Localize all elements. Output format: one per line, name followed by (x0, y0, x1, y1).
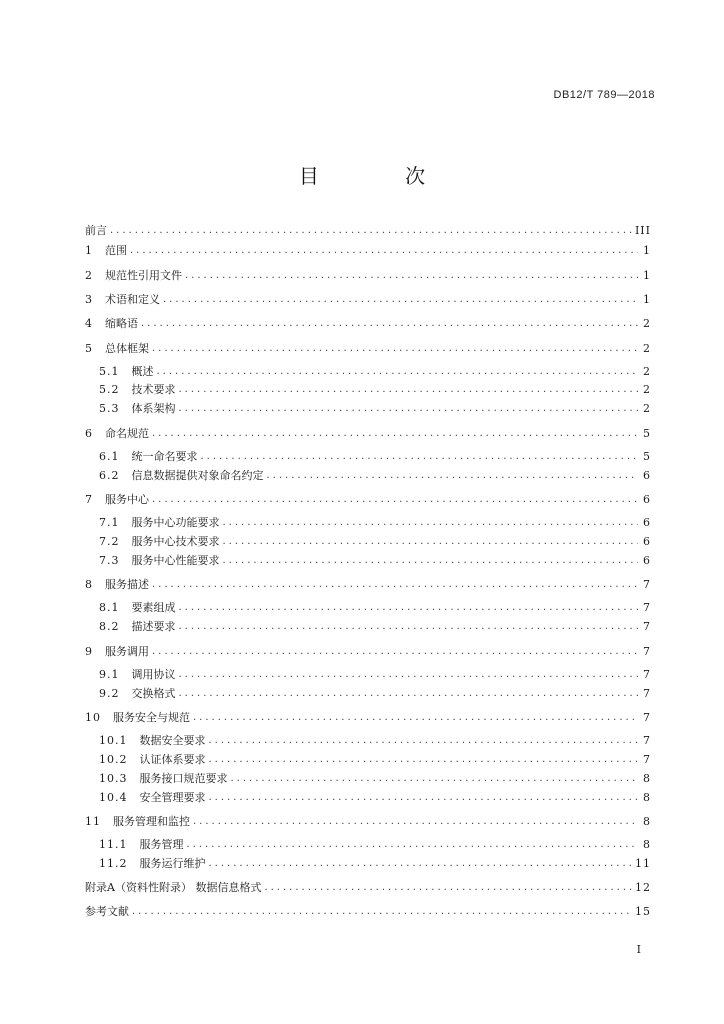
toc-entry-label (99, 838, 184, 852)
toc-entry-label (99, 734, 206, 748)
dot-leader (132, 905, 632, 919)
toc-entry-number: 7.3 (99, 554, 120, 567)
toc-entry-title: 信息数据提供对象命名约定 (131, 469, 264, 482)
toc-entry[interactable] (85, 813, 651, 829)
toc-entry-title: 描述要求 (131, 620, 176, 633)
toc-entry-title: 交换格式 (131, 687, 176, 700)
toc-entry-number: 5.2 (99, 383, 120, 396)
toc-entry-page: 6 (643, 554, 651, 567)
toc-entry-label (85, 881, 261, 895)
toc-entry-title: 规范性引用文件 (105, 269, 182, 282)
toc-entry-title: 认证体系要求 (139, 753, 206, 766)
dot-leader (152, 427, 638, 441)
toc-entry-title: 服务运行维护 (139, 857, 206, 870)
toc-entry-label (99, 554, 220, 568)
toc-entry-label (85, 269, 182, 283)
toc-entry-number: 9 (85, 645, 93, 658)
toc-entry[interactable] (99, 789, 651, 805)
toc-entry-title: 概述 (131, 365, 154, 378)
toc-entry[interactable] (85, 709, 651, 725)
toc-entry-label (85, 224, 107, 238)
toc-entry-page: 6 (643, 493, 651, 506)
toc-entry-page: 2 (643, 383, 651, 396)
toc-entry-label (99, 857, 206, 871)
toc-entry[interactable] (85, 267, 651, 283)
toc-entry-number: 4 (85, 317, 93, 330)
dot-leader (179, 402, 639, 416)
toc-entry-title: 服务描述 (105, 578, 149, 591)
toc-entry-label (99, 516, 220, 530)
toc-entry-label (85, 342, 149, 356)
toc-entry-title: 范围 (105, 244, 127, 257)
toc-entry-page: 1 (643, 293, 651, 306)
dot-leader (231, 772, 639, 786)
dot-leader (223, 516, 639, 530)
dot-leader (209, 857, 633, 871)
toc-entry-title: 统一命名要求 (131, 450, 198, 463)
toc-entry-number: 7.1 (99, 516, 120, 529)
toc-entry-page: 7 (643, 620, 651, 633)
toc-entry-page: 8 (643, 772, 651, 785)
toc-entry-title: 服务管理 (139, 838, 184, 851)
toc-entry-number: 10 (85, 711, 101, 724)
dot-leader (179, 620, 639, 634)
toc-entry-number: 6.2 (99, 469, 120, 482)
dot-leader (110, 224, 632, 238)
toc-entry[interactable] (99, 552, 651, 568)
toc-entry-number: 6 (85, 427, 93, 440)
toc-entry-page: 1 (643, 269, 651, 282)
toc-entry[interactable] (85, 291, 651, 307)
toc-entry-label (99, 450, 198, 464)
toc-entry-label (85, 427, 149, 441)
toc-entry-title: 调用协议 (131, 668, 176, 681)
toc-entry[interactable] (99, 618, 651, 634)
dot-leader (223, 554, 639, 568)
toc-entry-number: 2 (85, 269, 93, 282)
toc-entry-number: 8.2 (99, 620, 120, 633)
toc-entry-title: 服务接口规范要求 (139, 772, 228, 785)
toc-entry[interactable] (99, 732, 651, 748)
toc-entry[interactable] (99, 381, 651, 397)
toc-entry-title: 服务中心 (105, 493, 149, 506)
dot-leader (209, 753, 639, 767)
toc-entry-page: 7 (643, 645, 651, 658)
toc-entry-title: 缩略语 (105, 317, 138, 330)
toc-entry-label (85, 815, 190, 829)
toc-entry-number: 3 (85, 293, 93, 306)
toc-entry[interactable] (85, 643, 651, 659)
toc-entry[interactable] (99, 363, 651, 379)
toc-entry-page: 8 (643, 838, 651, 851)
toc-entry-number: 11.1 (99, 838, 128, 851)
toc-entry-number: 10.2 (99, 753, 128, 766)
toc-entry-number: 10.1 (99, 734, 128, 747)
toc-entry-title: 术语和定义 (105, 293, 160, 306)
toc-entry[interactable] (85, 425, 651, 441)
toc-entry-label (99, 601, 176, 615)
toc-entry-title: 技术要求 (131, 383, 176, 396)
toc-entry[interactable] (99, 514, 651, 530)
dot-leader (223, 535, 639, 549)
toc-entry[interactable] (85, 340, 651, 356)
toc-entry[interactable] (99, 400, 651, 416)
dot-leader (185, 269, 638, 283)
toc-entry-page: 11 (635, 857, 651, 870)
toc-entry-page: 2 (643, 342, 651, 355)
dot-leader (152, 578, 638, 592)
toc-entry-page: 12 (635, 881, 651, 894)
toc-entry-page: 2 (643, 402, 651, 415)
toc-entry-page: 7 (643, 687, 651, 700)
toc-entry-page: 7 (643, 753, 651, 766)
toc-entry-page: 7 (643, 668, 651, 681)
dot-leader (152, 493, 638, 507)
dot-leader (193, 711, 638, 725)
toc-entry[interactable] (85, 576, 651, 592)
toc-entry-label (85, 293, 160, 307)
toc-entry-title: 数据安全要求 (139, 734, 206, 747)
toc-entry-page: 6 (643, 516, 651, 529)
toc-entry-page: 8 (643, 815, 651, 828)
toc-entry-label (99, 772, 228, 786)
toc-entry-label (85, 645, 149, 659)
toc-entry-number: 1 (85, 244, 93, 257)
toc-entry-number: 9.1 (99, 668, 120, 681)
dot-leader (152, 645, 638, 659)
toc-entry-label (99, 668, 176, 682)
dot-leader (193, 815, 638, 829)
toc-entry[interactable] (85, 491, 651, 507)
toc-entry-page: 2 (643, 317, 651, 330)
toc-entry[interactable] (85, 315, 651, 331)
toc-entry-page: 7 (643, 711, 651, 724)
toc-entry-number: 11 (85, 815, 101, 828)
toc-entry-title: 体系架构 (131, 402, 176, 415)
toc-entry-title: 服务管理和监控 (113, 815, 190, 828)
toc-entry-title: 服务安全与规范 (113, 711, 190, 724)
toc-entry-number: 11.2 (99, 857, 128, 870)
toc-entry-number: 9.2 (99, 687, 120, 700)
dot-leader (179, 383, 639, 397)
toc-entry[interactable] (99, 751, 651, 767)
toc-entry[interactable] (85, 222, 651, 238)
toc-entry[interactable] (85, 879, 651, 895)
toc-entry-page: 7 (643, 734, 651, 747)
toc-entry[interactable] (99, 855, 651, 871)
dot-leader (179, 601, 639, 615)
toc-entry-title: 参考文献 (85, 905, 129, 918)
toc-entry[interactable] (85, 903, 651, 919)
toc-entry-label (99, 620, 176, 634)
toc-entry-page: 6 (643, 469, 651, 482)
toc-entry-label (85, 493, 149, 507)
toc-entry-label (99, 687, 176, 701)
toc-entry-label (99, 383, 176, 397)
toc-entry-number: 7 (85, 493, 93, 506)
toc-entry-page: 7 (643, 601, 651, 614)
toc-entry-page: 6 (643, 535, 651, 548)
page-number: I (636, 943, 641, 956)
toc-entry[interactable] (99, 770, 651, 786)
toc-entry[interactable] (99, 467, 651, 483)
dot-leader (130, 244, 638, 258)
toc-entry-page: 1 (643, 244, 651, 257)
toc-entry-label (99, 753, 206, 767)
toc-entry-label (99, 365, 154, 379)
toc-entry[interactable] (99, 836, 651, 852)
dot-leader (187, 838, 639, 852)
standard-code: DB12/T 789—2018 (553, 89, 655, 101)
toc-entry-title: 服务中心功能要求 (131, 516, 220, 529)
toc-entry-title: 命名规范 (105, 427, 149, 440)
toc-entry-title: 服务中心性能要求 (131, 554, 220, 567)
toc-entry-number: 8 (85, 578, 93, 591)
toc-entry-number: 7.2 (99, 535, 120, 548)
toc-entry-number: 5 (85, 342, 93, 355)
toc-entry-label (85, 244, 127, 258)
dot-leader (157, 365, 639, 379)
dot-leader (163, 293, 638, 307)
toc-entry-number: 5.1 (99, 365, 120, 378)
toc-entry-label (99, 535, 220, 549)
dot-leader (179, 668, 639, 682)
dot-leader (141, 317, 638, 331)
dot-leader (267, 469, 639, 483)
toc-entry-page: III (634, 224, 651, 237)
toc-entry-page: 15 (635, 905, 651, 918)
toc-entry-number: 5.3 (99, 402, 120, 415)
toc-entry-title: 总体框架 (105, 342, 149, 355)
toc-entry-number: 6.1 (99, 450, 120, 463)
toc-entry-label (99, 402, 176, 416)
dot-leader (264, 881, 632, 895)
toc-entry[interactable] (99, 599, 651, 615)
toc-entry-title: 要素组成 (131, 601, 176, 614)
toc-entry-label (99, 469, 264, 483)
toc-entry-page: 5 (643, 427, 651, 440)
toc-entry-number: 10.3 (99, 772, 128, 785)
toc-entry-label (85, 711, 190, 725)
toc-entry[interactable] (99, 685, 651, 701)
toc-entry-page: 7 (643, 578, 651, 591)
toc-entry-title: 服务调用 (105, 645, 149, 658)
toc-entry-number: 10.4 (99, 791, 128, 804)
toc-entry-page: 8 (643, 791, 651, 804)
toc-entry-title: 服务中心技术要求 (131, 535, 220, 548)
dot-leader (209, 734, 639, 748)
toc-entry-label (99, 791, 206, 805)
dot-leader (209, 791, 639, 805)
dot-leader (201, 450, 639, 464)
toc-entry-label (85, 578, 149, 592)
toc-entry-title: 附录A（资料性附录） 数据信息格式 (85, 881, 262, 894)
toc-entry[interactable] (99, 666, 651, 682)
toc-entry-label (85, 317, 138, 331)
toc-entry-title: 安全管理要求 (139, 791, 206, 804)
toc-entry-title: 前言 (85, 224, 107, 237)
toc-entry-number: 8.1 (99, 601, 120, 614)
page-title: 目 次 (298, 164, 466, 188)
toc-entry[interactable] (99, 533, 651, 549)
toc-entry-page: 5 (643, 450, 651, 463)
dot-leader (179, 687, 639, 701)
toc-entry-label (85, 905, 129, 919)
toc-entry-page: 2 (643, 365, 651, 378)
dot-leader (152, 342, 638, 356)
toc-entry[interactable] (99, 448, 651, 464)
toc-entry[interactable] (85, 242, 651, 258)
